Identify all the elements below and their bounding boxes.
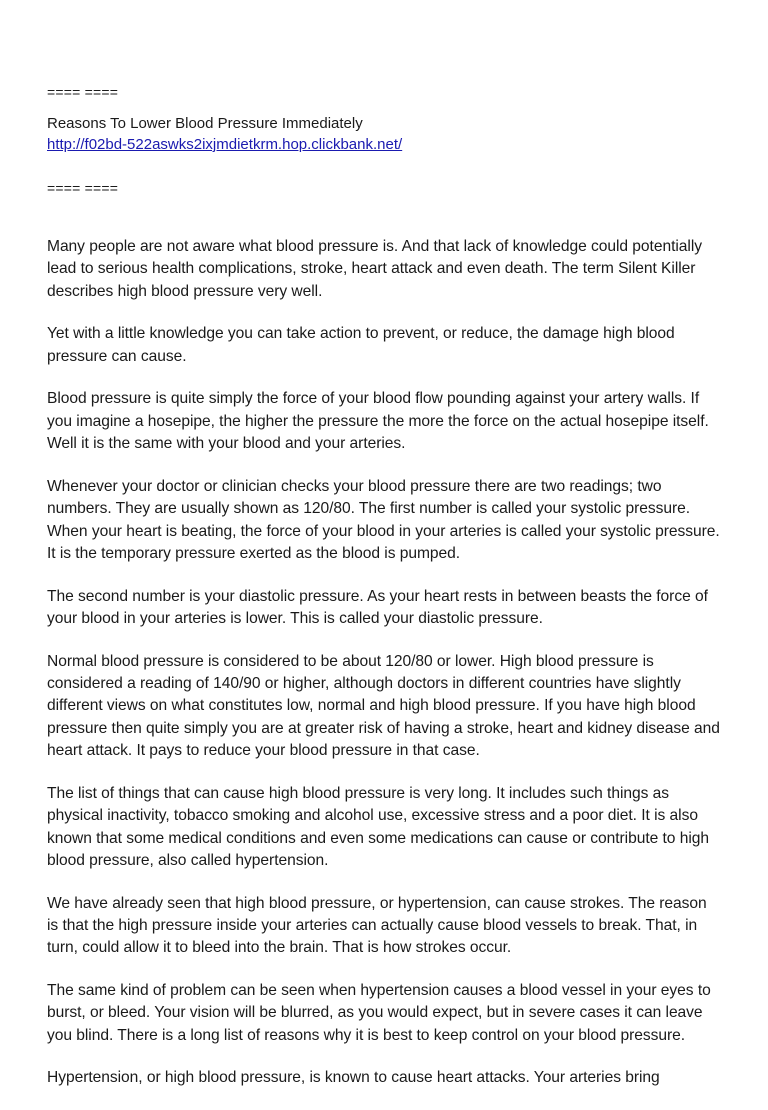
paragraph: Hypertension, or high blood pressure, is known to cause heart attacks. Your arteries bring [47, 1069, 660, 1087]
paragraph: The list of things that can cause high blood pressure is very long. It includes such things as physical inactivity, tobacco smoking and alcohol use, excessive stress and a poor diet. It is also known that some medical conditions and even some medications can cause or contribute to high blood pressure, also called hypertension. [47, 784, 709, 870]
separator-top: ==== ==== [47, 84, 119, 100]
paragraph: The same kind of problem can be seen when hypertension causes a blood vessel in your eyes to burst, or bleed. Your vision will be blurred, as you would expect, but in severe cases it can leave you blind. There is a long list of reasons why it is best to keep control on your blood pressure. [47, 982, 711, 1044]
paragraph: Blood pressure is quite simply the force of your blood flow pounding against your artery walls. If you imagine a hosepipe, the higher the pressure the more the force on the actual hosepipe itself. Well it is the same with your blood and your arteries. [47, 390, 709, 453]
paragraph: Whenever your doctor or clinician checks your blood pressure there are two readings; two numbers. They are usually shown as 120/80. The first number is called your systolic pressure. When your heart is beating, the force of your blood in your arteries is called your systolic pressure. It is the temporary pressure exerted as the blood is pumped. [47, 477, 720, 563]
article-link[interactable]: http://f02bd-522aswks2ixjmdietkrm.hop.clickbank.net/ [47, 136, 403, 153]
article-title: Reasons To Lower Blood Pressure Immediately [47, 115, 363, 132]
paragraph: Yet with a little knowledge you can take action to prevent, or reduce, the damage high blood pressure can cause. [47, 325, 675, 365]
paragraph: The second number is your diastolic pressure. As your heart rests in between beasts the force of your blood in your arteries is lower. This is called your diastolic pressure. [47, 587, 708, 628]
separator-bottom: ==== ==== [47, 180, 119, 196]
paragraph: We have already seen that high blood pressure, or hypertension, can cause strokes. The reason is that the high pressure inside your arteries can actually cause blood vessels to break. That, in turn, could allow it to bleed into the brain. That is how strokes occur. [47, 894, 707, 957]
article-body [47, 236, 737, 1110]
paragraph: Normal blood pressure is considered to be about 120/80 or lower. High blood pressure is considered a reading of 140/90 or higher, although doctors in different countries have slightly different views on what constitutes low, normal and high blood pressure. If you have high blood pressure then quite simply you are at greater risk of having a stroke, heart and kidney disease and heart attack. It pays to reduce your blood pressure in that case. [47, 652, 720, 760]
paragraph: Many people are not aware what blood pressure is. And that lack of knowledge could potentially lead to serious health complications, stroke, heart attack and even death. The term Silent Killer describes high blood pressure very well. [47, 238, 702, 300]
